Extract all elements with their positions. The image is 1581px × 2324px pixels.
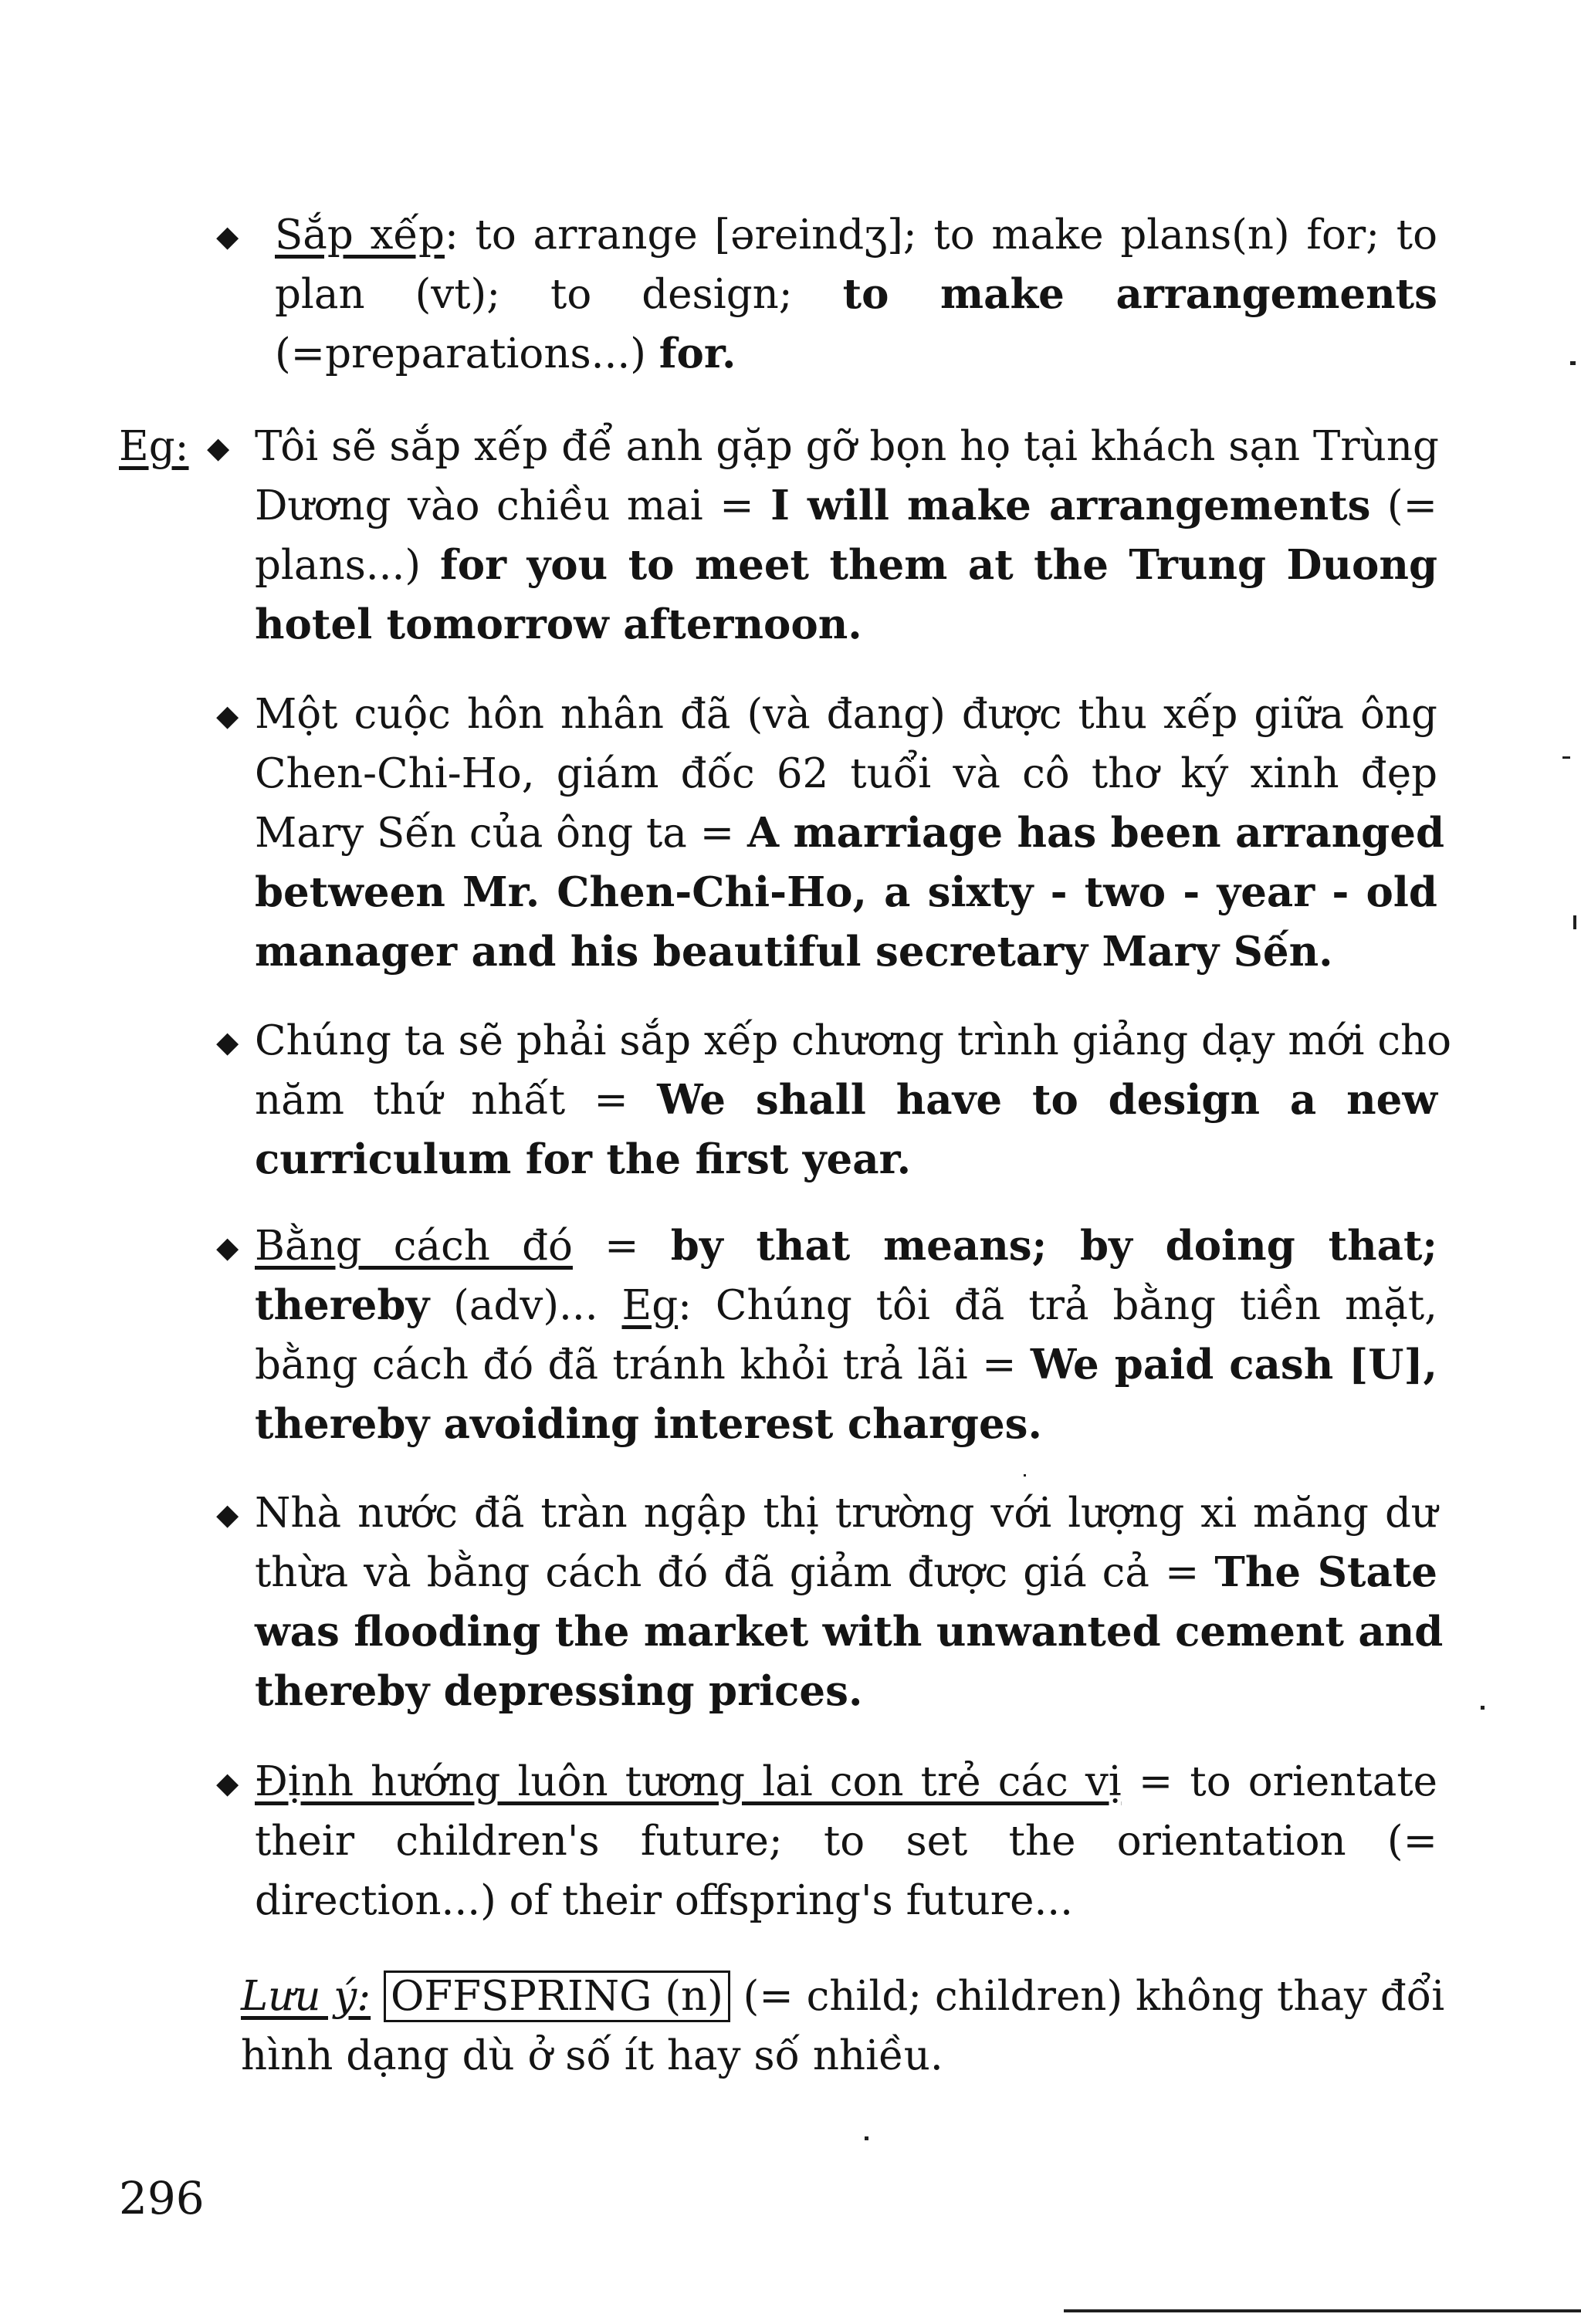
note-line-1 — [241, 1967, 1445, 2026]
entry — [275, 205, 1437, 384]
scan-speck — [1570, 361, 1576, 365]
entry-text: (=preparations...) — [275, 330, 659, 377]
diamond-bullet-icon: ◆ — [216, 1766, 239, 1800]
entry-line — [255, 1483, 1437, 1543]
english-translation: thereby avoiding interest charges. — [255, 1400, 1042, 1448]
english-translation: We paid cash [U], — [1030, 1341, 1437, 1389]
entry-line — [255, 1602, 1444, 1662]
scan-speck — [865, 2136, 868, 2140]
entry-line — [255, 1071, 1437, 1130]
entry-line — [255, 685, 1437, 744]
entry-line — [255, 417, 1437, 476]
entry-text: = to orientate — [1121, 1758, 1437, 1805]
entry-line — [255, 1543, 1437, 1602]
scan-speck — [1573, 915, 1576, 929]
bottom-edge-rule — [1064, 2309, 1581, 2312]
note-text: (= child; children) không thay đổi — [730, 1973, 1445, 2020]
entry-text: thừa và bằng cách đó đã giảm được giá cả = — [255, 1549, 1215, 1596]
diamond-bullet-icon: ◆ — [216, 1230, 239, 1264]
entry-line — [255, 922, 1437, 982]
english-translation: The State — [1214, 1548, 1437, 1596]
entry-line — [275, 205, 1437, 265]
entry-line — [255, 1011, 1452, 1071]
entry-text: their children's future; to set the orientation (= — [255, 1818, 1437, 1865]
english-translation: was flooding the market with unwanted cement and — [255, 1608, 1444, 1656]
entry-text: Chúng ta sẽ phải sắp xếp chương trình giảng dạy mới cho — [255, 1017, 1452, 1064]
diamond-bullet-icon: ◆ — [216, 219, 239, 253]
english-translation: thereby — [255, 1281, 430, 1329]
entry-text: Chen-Chi-Ho, giám đốc 62 tuổi và cô thơ ký xinh đẹp — [255, 750, 1437, 797]
entry-line — [255, 1871, 1437, 1930]
entry-line — [255, 1395, 1437, 1454]
entry-line — [255, 1752, 1437, 1812]
entry-text: : to arrange [əreindʒ]; to make plans(n) for; to — [444, 211, 1438, 259]
entry-line — [255, 536, 1437, 595]
english-translation: for. — [658, 330, 736, 377]
entry-line — [275, 324, 1437, 384]
diamond-bullet-icon: ◆ — [216, 1025, 239, 1059]
entry-text: (= — [1370, 482, 1437, 529]
entry — [255, 685, 1445, 982]
note — [241, 1967, 1445, 2086]
entry-line — [255, 744, 1437, 803]
entry-line — [255, 1662, 1437, 1721]
offspring-boxed-term: OFFSPRING (n) — [384, 1970, 730, 2022]
note-label: Lưu ý: — [241, 1973, 371, 2020]
entry-line — [255, 595, 1437, 655]
vietnamese-headword: Eg — [621, 1282, 679, 1329]
entry-text: Mary Sến của ông ta = — [255, 810, 747, 857]
english-translation: for you to meet them at the Trung Duong — [439, 541, 1437, 589]
english-translation: curriculum for the first year. — [255, 1135, 912, 1183]
entry-text: Dương vào chiều mai = — [255, 482, 771, 529]
entry-line — [255, 1216, 1437, 1276]
entry-line — [255, 803, 1445, 863]
entry-text: direction...) of their offspring's future... — [255, 1877, 1073, 1924]
vietnamese-headword: Định hướng luôn tương lai con trẻ các vị — [255, 1758, 1122, 1805]
entry-line — [255, 476, 1437, 536]
entry — [255, 1752, 1437, 1930]
note-line-2: hình dạng dù ở số ít hay số nhiều. — [241, 2032, 943, 2079]
entry-text: plan (vt); to design; — [275, 271, 843, 318]
entry-line — [255, 863, 1437, 922]
example-label: Eg: — [119, 423, 189, 470]
diamond-bullet-icon: ◆ — [207, 431, 230, 465]
entry — [255, 1011, 1452, 1189]
english-translation: A marriage has been arranged — [746, 809, 1445, 857]
english-translation: manager and his beautiful secretary Mary Sến. — [255, 928, 1333, 976]
entry-text: : Chúng tôi đã trả bằng tiền mặt, — [678, 1282, 1437, 1329]
entry-text: plans...) — [255, 542, 440, 589]
english-translation: by that means; by doing that; — [670, 1222, 1437, 1270]
scan-speck — [1024, 1474, 1026, 1477]
entry-line — [255, 1130, 1437, 1189]
entry — [255, 1483, 1444, 1721]
scan-speck — [1481, 1706, 1485, 1710]
entry-text: (adv)... — [429, 1282, 622, 1329]
english-translation: thereby depressing prices. — [255, 1667, 863, 1715]
english-translation: hotel tomorrow afternoon. — [255, 600, 862, 648]
entry-line — [255, 1812, 1437, 1871]
english-translation: We shall have to design a new — [657, 1076, 1437, 1124]
entry-text: năm thứ nhất = — [255, 1077, 658, 1124]
entry-text: bằng cách đó đã tránh khỏi trả lãi = — [255, 1341, 1031, 1389]
entry-text: = — [572, 1223, 671, 1270]
entry-line — [255, 1276, 1437, 1335]
entry-text: Một cuộc hôn nhân đã (và đang) được thu xếp giữa ông — [255, 691, 1437, 738]
entry-text: Nhà nước đã tràn ngập thị trường với lượng xi măng dư — [255, 1490, 1437, 1537]
entry — [255, 1216, 1437, 1454]
vietnamese-headword: Bằng cách đó — [255, 1223, 573, 1270]
english-translation: I will make arrangements — [770, 482, 1371, 529]
vietnamese-headword: Sắp xếp — [275, 211, 445, 259]
entry-text: Tôi sẽ sắp xếp để anh gặp gỡ bọn họ tại khách sạn Trùng — [255, 423, 1439, 470]
english-translation: between Mr. Chen-Chi-Ho, a sixty - two - year - old — [255, 868, 1437, 916]
diamond-bullet-icon: ◆ — [216, 1497, 239, 1531]
page-number: 296 — [119, 2172, 205, 2224]
english-translation: to make arrangements — [842, 270, 1437, 318]
scan-speck — [1562, 756, 1570, 759]
diamond-bullet-icon: ◆ — [216, 699, 239, 732]
entry-line — [275, 265, 1437, 324]
entry-line — [255, 1335, 1437, 1395]
entry — [255, 417, 1437, 655]
